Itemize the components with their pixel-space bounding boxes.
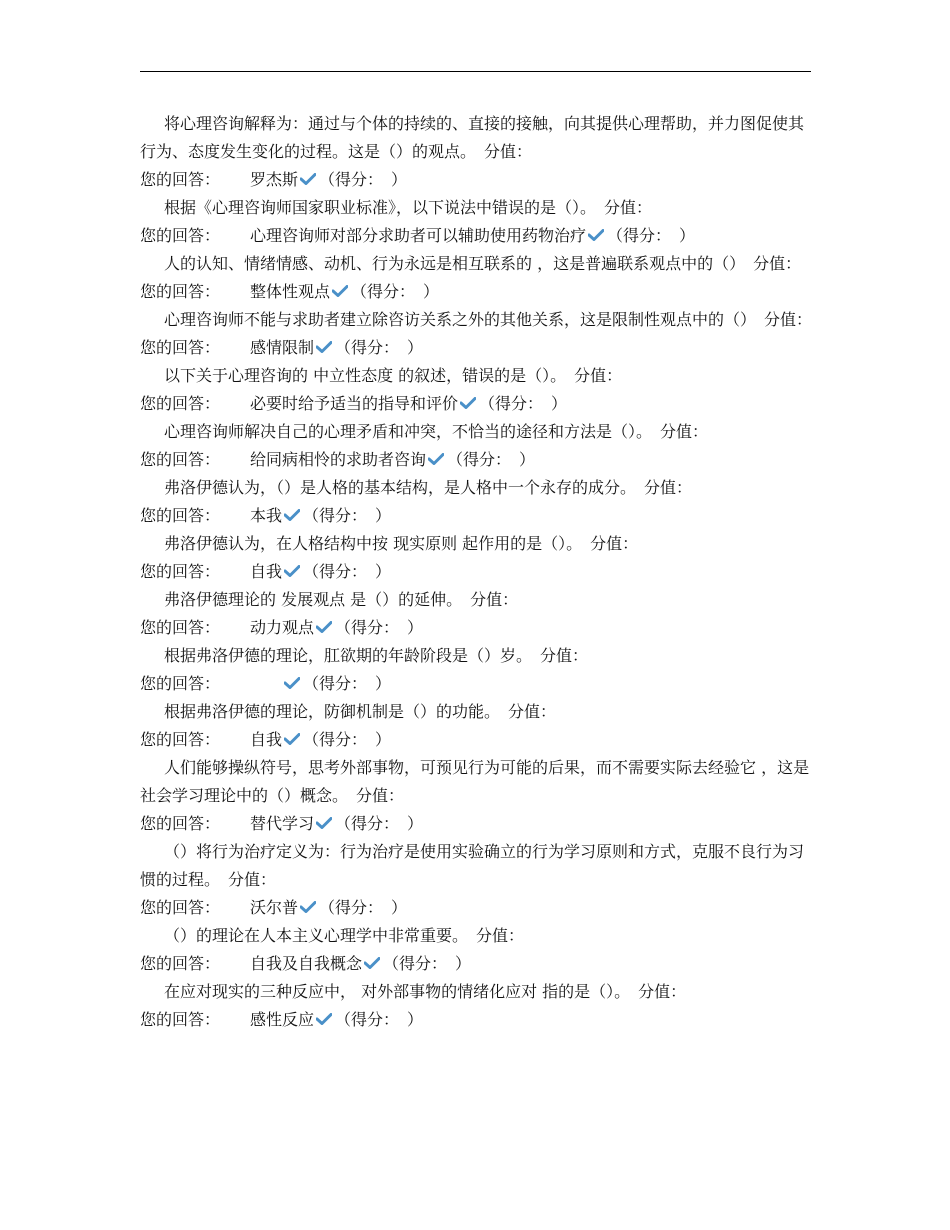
answer-label: 您的回答： (140, 562, 221, 581)
answer-text: 感性反应 (250, 1010, 315, 1029)
question-block (140, 110, 812, 194)
score-text: （得分： ） (479, 394, 568, 413)
question-text: 根据弗洛伊德的理论，肛欲期的年龄阶段是（）岁。 分值： (164, 646, 589, 665)
answer-line (140, 446, 812, 474)
answer-line (140, 726, 812, 754)
score-text: （得分： ） (607, 226, 696, 245)
answer-line (140, 614, 812, 642)
answer-text: 替代学习 (250, 814, 315, 833)
answer-label: 您的回答： (140, 730, 221, 749)
answer-line (140, 278, 812, 306)
score-text: （得分： ） (335, 618, 424, 637)
score-text: （得分： ） (335, 814, 424, 833)
checkmark-icon (460, 397, 476, 409)
question-block (140, 642, 812, 698)
question-block (140, 418, 812, 474)
question-text: （）的理论在人本主义心理学中非常重要。 分值： (164, 926, 525, 945)
score-text: （得分： ） (383, 954, 472, 973)
score-text: （得分： ） (447, 450, 536, 469)
question-block (140, 306, 812, 362)
answer-line (140, 334, 812, 362)
answer-line (140, 502, 812, 530)
question-block (140, 530, 812, 586)
answer-text: 心理咨询师对部分求助者可以辅助使用药物治疗 (250, 226, 587, 245)
checkmark-icon (316, 1013, 332, 1025)
score-text: （得分： ） (303, 730, 392, 749)
score-text: （得分： ） (319, 898, 408, 917)
answer-label: 您的回答： (140, 170, 221, 189)
question-block (140, 194, 812, 250)
score-text: （得分： ） (351, 282, 440, 301)
score-text: （得分： ） (335, 1010, 424, 1029)
question-text: 根据《心理咨询师国家职业标准》，以下说法中错误的是（）。 分值： (164, 198, 653, 217)
answer-line (140, 222, 812, 250)
question-block (140, 474, 812, 530)
question-block (140, 922, 812, 978)
checkmark-icon (316, 817, 332, 829)
answer-label: 您的回答： (140, 814, 221, 833)
checkmark-icon (284, 677, 300, 689)
question-text: 在应对现实的三种反应中， 对外部事物的情绪化应对 指的是（）。 分值： (164, 982, 687, 1001)
answer-label: 您的回答： (140, 394, 221, 413)
checkmark-icon (364, 957, 380, 969)
question-text: 心理咨询师解决自己的心理矛盾和冲突，不恰当的途径和方法是（）。 分值： (164, 422, 709, 441)
answer-text: 罗杰斯 (250, 170, 299, 189)
answer-label: 您的回答： (140, 226, 221, 245)
question-block (140, 838, 812, 922)
answer-label: 您的回答： (140, 506, 221, 525)
checkmark-icon (332, 285, 348, 297)
checkmark-icon (300, 901, 316, 913)
answer-text: 自我 (250, 730, 283, 749)
answer-line (140, 1006, 812, 1034)
answer-text: 自我 (250, 562, 283, 581)
answer-text: 沃尔普 (250, 898, 299, 917)
checkmark-icon (284, 733, 300, 745)
answer-label: 您的回答： (140, 674, 221, 693)
answer-label: 您的回答： (140, 450, 221, 469)
question-block (140, 250, 812, 306)
score-text: （得分： ） (303, 562, 392, 581)
answer-label: 您的回答： (140, 282, 221, 301)
answer-text: 本我 (250, 506, 283, 525)
answer-line (140, 166, 812, 194)
score-text: （得分： ） (303, 674, 392, 693)
answer-label: 您的回答： (140, 618, 221, 637)
question-text: 将心理咨询解释为：通过与个体的持续的、直接的接触，向其提供心理帮助，并力图促使其行为、态度发生变化的过程。这是（）的观点。 分值： (140, 114, 805, 161)
question-block (140, 698, 812, 754)
answer-text: 感情限制 (250, 338, 315, 357)
answer-text: 必要时给予适当的指导和评价 (250, 394, 459, 413)
checkmark-icon (316, 341, 332, 353)
checkmark-icon (300, 173, 316, 185)
checkmark-icon (588, 229, 604, 241)
top-rule (140, 71, 811, 72)
question-block (140, 754, 812, 838)
score-text: （得分： ） (335, 338, 424, 357)
answer-line (140, 810, 812, 838)
answer-line (140, 950, 812, 978)
score-text: （得分： ） (303, 506, 392, 525)
checkmark-icon (428, 453, 444, 465)
answer-label: 您的回答： (140, 898, 221, 917)
score-text: （得分： ） (319, 170, 408, 189)
question-text: 弗洛伊德认为，（）是人格的基本结构，是人格中一个永存的成分。 分值： (164, 478, 693, 497)
question-text: 人们能够操纵符号，思考外部事物，可预见行为可能的后果，而不需要实际去经验它 ，这是社会学习理论中的（）概念。 分值： (140, 758, 810, 805)
answer-label: 您的回答： (140, 1010, 221, 1029)
question-text: 人的认知、情绪情感、动机、行为永远是相互联系的 ，这是普遍联系观点中的（） 分值： (164, 254, 802, 273)
checkmark-icon (284, 565, 300, 577)
question-text: （）将行为治疗定义为：行为治疗是使用实验确立的行为学习原则和方式，克服不良行为习惯的过程。 分值： (140, 842, 805, 889)
checkmark-icon (284, 509, 300, 521)
question-block (140, 586, 812, 642)
question-text: 弗洛伊德理论的 发展观点 是（）的延伸。 分值： (164, 590, 519, 609)
question-text: 以下关于心理咨询的 中立性态度 的叙述，错误的是（）。 分值： (164, 366, 623, 385)
answer-text: 给同病相怜的求助者咨询 (250, 450, 427, 469)
question-text: 根据弗洛伊德的理论，防御机制是（）的功能。 分值： (164, 702, 557, 721)
answer-line (140, 670, 812, 698)
answer-text: 动力观点 (250, 618, 315, 637)
answer-text: 整体性观点 (250, 282, 331, 301)
answer-label: 您的回答： (140, 954, 221, 973)
document-body (140, 110, 812, 1034)
answer-line (140, 558, 812, 586)
answer-label: 您的回答： (140, 338, 221, 357)
question-text: 弗洛伊德认为，在人格结构中按 现实原则 起作用的是（）。 分值： (164, 534, 639, 553)
answer-line (140, 390, 812, 418)
answer-text: 自我及自我概念 (250, 954, 363, 973)
checkmark-icon (316, 621, 332, 633)
question-text: 心理咨询师不能与求助者建立除咨访关系之外的其他关系，这是限制性观点中的（） 分值： (164, 310, 813, 329)
question-block (140, 978, 812, 1034)
answer-line (140, 894, 812, 922)
question-block (140, 362, 812, 418)
